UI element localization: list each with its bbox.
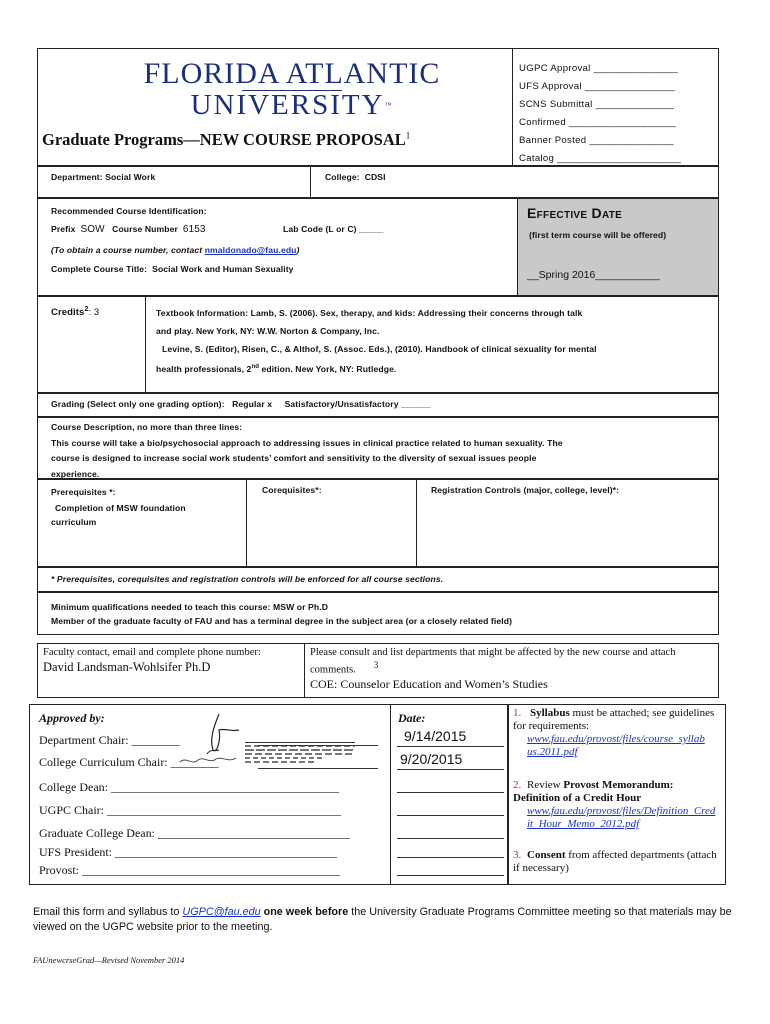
- date-line-1: [397, 769, 504, 770]
- corequisites-field: Corequisites*:: [262, 485, 322, 495]
- approval-ufs-president: UFS President: _____________________________________: [39, 845, 338, 859]
- approval-curriculum-chair: College Curriculum Chair: ________: [39, 755, 219, 769]
- grading-field: Grading (Select only one grading option): Regular x Satisfactory/Unsatisfactory ______: [51, 399, 431, 409]
- form-title: Graduate Programs—NEW COURSE PROPOSAL$^1$: [42, 130, 411, 149]
- effective-date-subtitle: (first term course will be offered): [529, 230, 667, 240]
- credits-field: Credits$^2$: 3: [51, 306, 100, 319]
- course-id-heading: Recommended Course Identification:: [51, 206, 207, 216]
- qualifications: Minimum qualifications needed to teach this course: MSW or Ph.D Member of the graduate faculty of FAU and has a terminal degree in the subject area (or a closely related field): [51, 602, 513, 626]
- header-divider: [512, 48, 513, 166]
- coreq-divider: [416, 479, 417, 567]
- note-provost-memo: 2. Review Provost Memorandum: Definition of a Credit Hour www.fau.edu/provost/files/Definition_Credit_Hour_Memo_2012.pdf: [513, 779, 716, 830]
- registration-controls-field: Registration Controls (major, college, level)*:: [431, 485, 620, 495]
- textbook-info: Textbook Information: Lamb, S. (2006). Sex, therapy, and kids: Addressing their concerns through talk and play. New York, NY: W.W. Norton & Company, Inc. Levine, S. (Editor), Risen, C., & Althof, S. (Assoc. Eds.), (2010). Handbook of clinical sexuality for mental health professionals, 2nd edition. New York, NY: Rutledge.: [156, 308, 597, 374]
- date-line-5: [397, 857, 504, 858]
- fau-logo: [122, 58, 462, 119]
- lab-code-field: Lab Code (L or C) _____: [283, 224, 384, 234]
- consult-departments: Please consult and list departments that might be affected by the new course and attach comments. $^3$ COE: Counselor Education and Women’s Studies: [310, 647, 715, 692]
- approval-ugpc: UGPC Approval _______________: [519, 63, 679, 74]
- approval-dept-chair: Department Chair: ________: [39, 733, 180, 747]
- grading-satisfactory: Satisfactory/Unsatisfactory ______: [284, 399, 431, 409]
- curriculum-chair-line: [258, 768, 378, 769]
- ugpc-email-link[interactable]: UGPC@fau.edu: [182, 906, 261, 918]
- note-consent: 3. Consent from affected departments (attach if necessary): [513, 849, 717, 874]
- prefix-value: SOW: [80, 224, 105, 235]
- course-prefix-row: Prefix SOW Course Number 6153: [51, 224, 206, 235]
- approved-by-heading: Approved by:: [39, 711, 105, 725]
- dept-row: [37, 166, 719, 198]
- effective-date-value: __Spring 2016___________: [527, 269, 660, 281]
- approval-status-list: [519, 60, 681, 168]
- approval-provost: Provost: ___________________________________________: [39, 863, 341, 877]
- obtain-email-link[interactable]: nmaldonado@fau.edu: [204, 245, 297, 255]
- logo-line1: FLORIDA ATLANTIC: [143, 57, 441, 90]
- email-instructions: Email this form and syllabus to UGPC@fau.edu one week before the University Graduate Programs Committee meeting so that materials may be viewed on the UGPC website prior to the meeting.: [33, 906, 732, 933]
- course-title-field: Complete Course Title: Social Work and Human Sexuality: [51, 264, 294, 274]
- faculty-divider: [304, 643, 305, 698]
- date-line-2: [397, 792, 504, 793]
- approvals-date-divider: [390, 704, 391, 885]
- syllabus-guidelines-link[interactable]: www.fau.edu/provost/files/course_syllabus.2011.pdf: [527, 733, 705, 758]
- approval-college-dean: College Dean: ______________________________________: [39, 780, 339, 794]
- enforced-note: * Prerequisites, corequisites and registration controls will be enforced for all course sections.: [51, 574, 444, 584]
- college-field: College: CDSI: [325, 172, 386, 182]
- approval-ugpc-chair: UGPC Chair: _______________________________________: [39, 803, 342, 817]
- date-line-0: [397, 746, 504, 747]
- approval-grad-dean: Graduate College Dean: ________________________________: [39, 826, 350, 840]
- date-heading: Date:: [398, 711, 426, 725]
- approval-scns: SCNS Submittal ______________: [519, 99, 675, 110]
- department-field: Department: Social Work: [51, 172, 156, 182]
- credit-hour-memo-link[interactable]: www.fau.edu/provost/files/Definition_Credit_Hour_Memo_2012.pdf: [527, 805, 716, 830]
- effective-date-title: Effective Date: [527, 205, 623, 221]
- date-line-4: [397, 838, 504, 839]
- course-description: Course Description, no more than three lines: This course will take a bio/psychosocial approach to addressing issues in clinical practice related to human sexuality. The course is designed to increase social work students’ comfort and sensitivity to the diversity of sexual issues people experience.: [51, 422, 563, 479]
- consult-value: COE: Counselor Education and Women’s Studies: [310, 676, 548, 691]
- date-line-6: [397, 875, 504, 876]
- grading-regular: Regular x: [232, 399, 273, 409]
- obtain-number-note: (To obtain a course number, contact nmaldonado@fau.edu): [51, 245, 300, 255]
- credits-divider: [145, 296, 146, 393]
- faculty-name: David Landsman-Wohlsifer Ph.D: [43, 660, 211, 674]
- logo-line2: UNIVERSITY: [190, 89, 385, 121]
- prereq-divider: [246, 479, 247, 567]
- date-line-3: [397, 815, 504, 816]
- date-dept-chair: 9/14/2015: [404, 728, 467, 744]
- approval-banner: Banner Posted _______________: [519, 135, 674, 146]
- approval-catalog: Catalog ______________________: [519, 153, 682, 164]
- dept-chair-line: [258, 745, 378, 746]
- approval-ufs: UFS Approval ________________: [519, 81, 675, 92]
- course-number-value: 6153: [182, 224, 206, 235]
- date-curriculum-chair: 9/20/2015: [400, 751, 463, 767]
- prerequisites-field: Prerequisites *: Completion of MSW foundation curriculum: [51, 487, 186, 527]
- note-syllabus: 1. Syllabus must be attached; see guidelines for requirements: www.fau.edu/provost/files/course_syllabus.2011.pdf: [513, 707, 715, 758]
- logo-tm: ™: [384, 101, 394, 109]
- faculty-contact: Faculty contact, email and complete phone number: David Landsman-Wohlsifer Ph.D: [43, 647, 261, 674]
- approval-confirmed: Confirmed ___________________: [519, 117, 676, 128]
- dept-divider: [310, 166, 311, 198]
- revision-note: FAUnewcrseGrad—Revised November 2014: [33, 955, 185, 965]
